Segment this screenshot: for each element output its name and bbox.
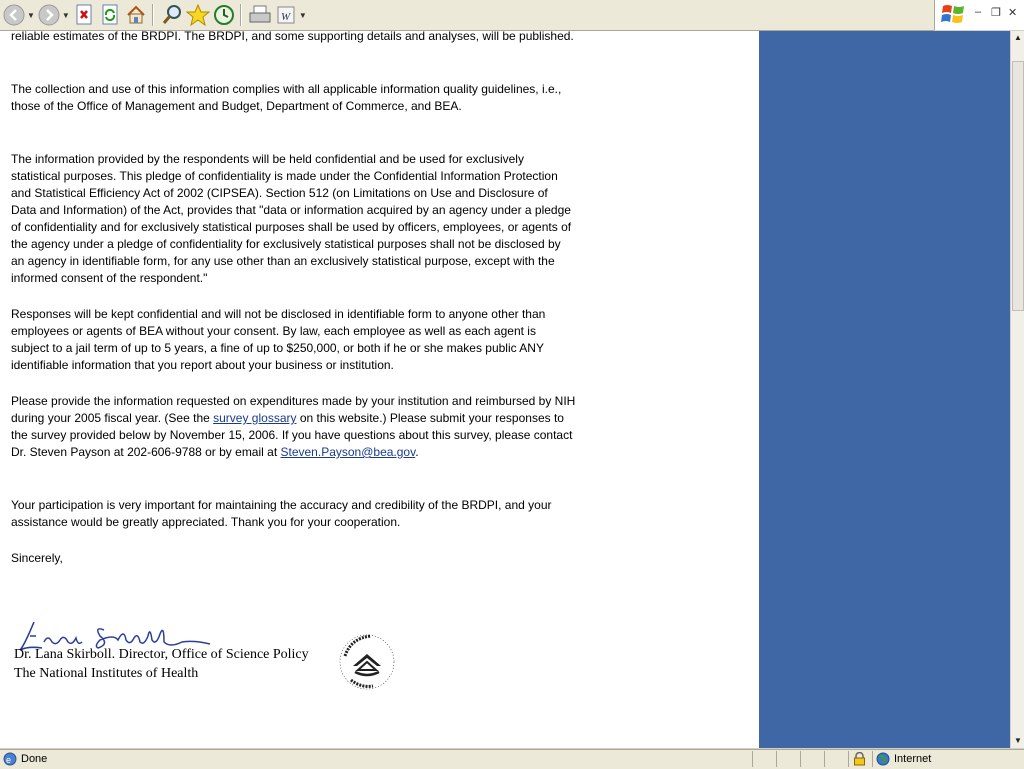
status-cell: [824, 751, 847, 767]
page-content: [0, 31, 759, 748]
home-icon: [125, 4, 147, 26]
back-arrow-icon: [3, 4, 25, 26]
zone-label: Internet: [894, 753, 932, 765]
star-icon: [186, 4, 210, 26]
printer-icon: [248, 4, 272, 26]
paragraph-quality: The collection and use of this information complies with all applicable information quality guidelines, i.e., those of the Office of Management and Budget, Department of Commerce, and BEA.: [11, 82, 562, 113]
back-dropdown-icon[interactable]: ▼: [27, 10, 35, 20]
signature-org: The National Institutes of Health: [14, 666, 199, 681]
refresh-button[interactable]: [98, 2, 122, 28]
scroll-thumb[interactable]: [1012, 61, 1024, 311]
search-icon: [161, 4, 183, 26]
status-bar: [0, 749, 1024, 769]
closing: Sincerely,: [11, 551, 63, 565]
paragraph-publication: reliable estimates of the BRDPI. The BRDPI, and some supporting details and analyses, will be published.: [11, 31, 574, 43]
paragraph-responses: Responses will be kept confidential and will not be disclosed in identifiable form to anyone other than employees or agents of BEA without your consent. By law, each employee as well as each agent is subject to a jail term of up to 5 years, a fine of up to $250,000, or both if he or she makes public ANY identifiable information that you report about your business or institution.: [11, 307, 546, 372]
svg-text:e: e: [6, 755, 12, 765]
home-button[interactable]: [124, 2, 148, 28]
page-icon: [3, 752, 17, 766]
search-button[interactable]: [160, 2, 184, 28]
edit-dropdown-icon[interactable]: ▼: [298, 10, 307, 20]
refresh-icon: [100, 4, 120, 26]
restore-icon[interactable]: ❐: [991, 7, 1001, 19]
status-cell: [800, 751, 823, 767]
nih-seal-logo: [337, 632, 397, 692]
stop-button[interactable]: [72, 2, 96, 28]
status-text: Done: [21, 753, 48, 765]
email-link[interactable]: Steven.Payson@bea.gov: [280, 445, 416, 459]
windows-logo-icon: [941, 3, 967, 25]
toolbar-separator: [240, 4, 242, 26]
paragraph-instructions: Please provide the information requested on expenditures made by your institution and reimbursed by NIH during your 2005 fiscal year. (See the survey glossary on this website.) Please submit your responses to the survey provided below by November 15, 2006. If you have questions about this survey, please contact Dr. Steven Payson at 202-606-9788 or by email at Steven.Payson@bea.gov.: [11, 394, 576, 459]
close-icon[interactable]: ✕: [1008, 7, 1018, 19]
history-icon: [212, 4, 236, 26]
survey-glossary-link[interactable]: survey glossary: [213, 411, 297, 425]
scroll-up-icon[interactable]: ▲: [1014, 33, 1022, 42]
scroll-down-icon[interactable]: ▼: [1014, 736, 1022, 745]
zone-cell: [872, 751, 1024, 767]
back-button[interactable]: [2, 2, 26, 28]
status-cell: [776, 751, 799, 767]
security-cell: [848, 751, 871, 767]
stop-icon: [74, 4, 94, 26]
browser-toolbar: [0, 0, 934, 31]
minimize-icon[interactable]: –: [975, 6, 982, 18]
status-cell: [752, 751, 775, 767]
paragraph-participation: Your participation is very important for maintaining the accuracy and credibility of the BRDPI, and your assistance would be greatly appreciated. Thank you for your cooperation.: [11, 498, 552, 529]
toolbar-separator: [152, 4, 154, 26]
paragraph-confidentiality: The information provided by the respondents will be held confidential and be used for exclusively statistical purposes. This pledge of confidentiality is made under the Confidential Information Protection and Statistical Efficiency Act of 2002 (CIPSEA). Section 512 (on Limitations on Use and Disclosure of Data and Information) of the Act, provides that "data or information acquired by an agency under a pledge of confidentiality and for exclusively statistical purposes shall be used by officers, employees, or agents of the agency under a pledge of confidentiality for exclusively statistical purposes shall not be disclosed by an agency in identifiable form, for any use other than an exclusively statistical purpose, except with the informed consent of the respondent.": [11, 152, 572, 285]
print-button[interactable]: [248, 2, 272, 28]
signature-title: Dr. Lana Skirboll. Director, Office of Science Policy: [14, 647, 309, 662]
word-icon: [275, 4, 297, 26]
history-button[interactable]: [212, 2, 236, 28]
forward-arrow-icon: [38, 4, 60, 26]
edit-button[interactable]: [274, 2, 298, 28]
signature-block: [14, 645, 309, 683]
vertical-scrollbar[interactable]: [1010, 31, 1024, 748]
right-blue-panel: [759, 31, 1010, 748]
lock-icon: [853, 752, 866, 766]
svg-text:W: W: [280, 11, 291, 23]
window-controls: [934, 0, 1024, 30]
forward-dropdown-icon[interactable]: ▼: [61, 10, 70, 20]
forward-button[interactable]: [37, 2, 61, 28]
globe-icon: [876, 752, 890, 766]
favorites-button[interactable]: [186, 2, 210, 28]
